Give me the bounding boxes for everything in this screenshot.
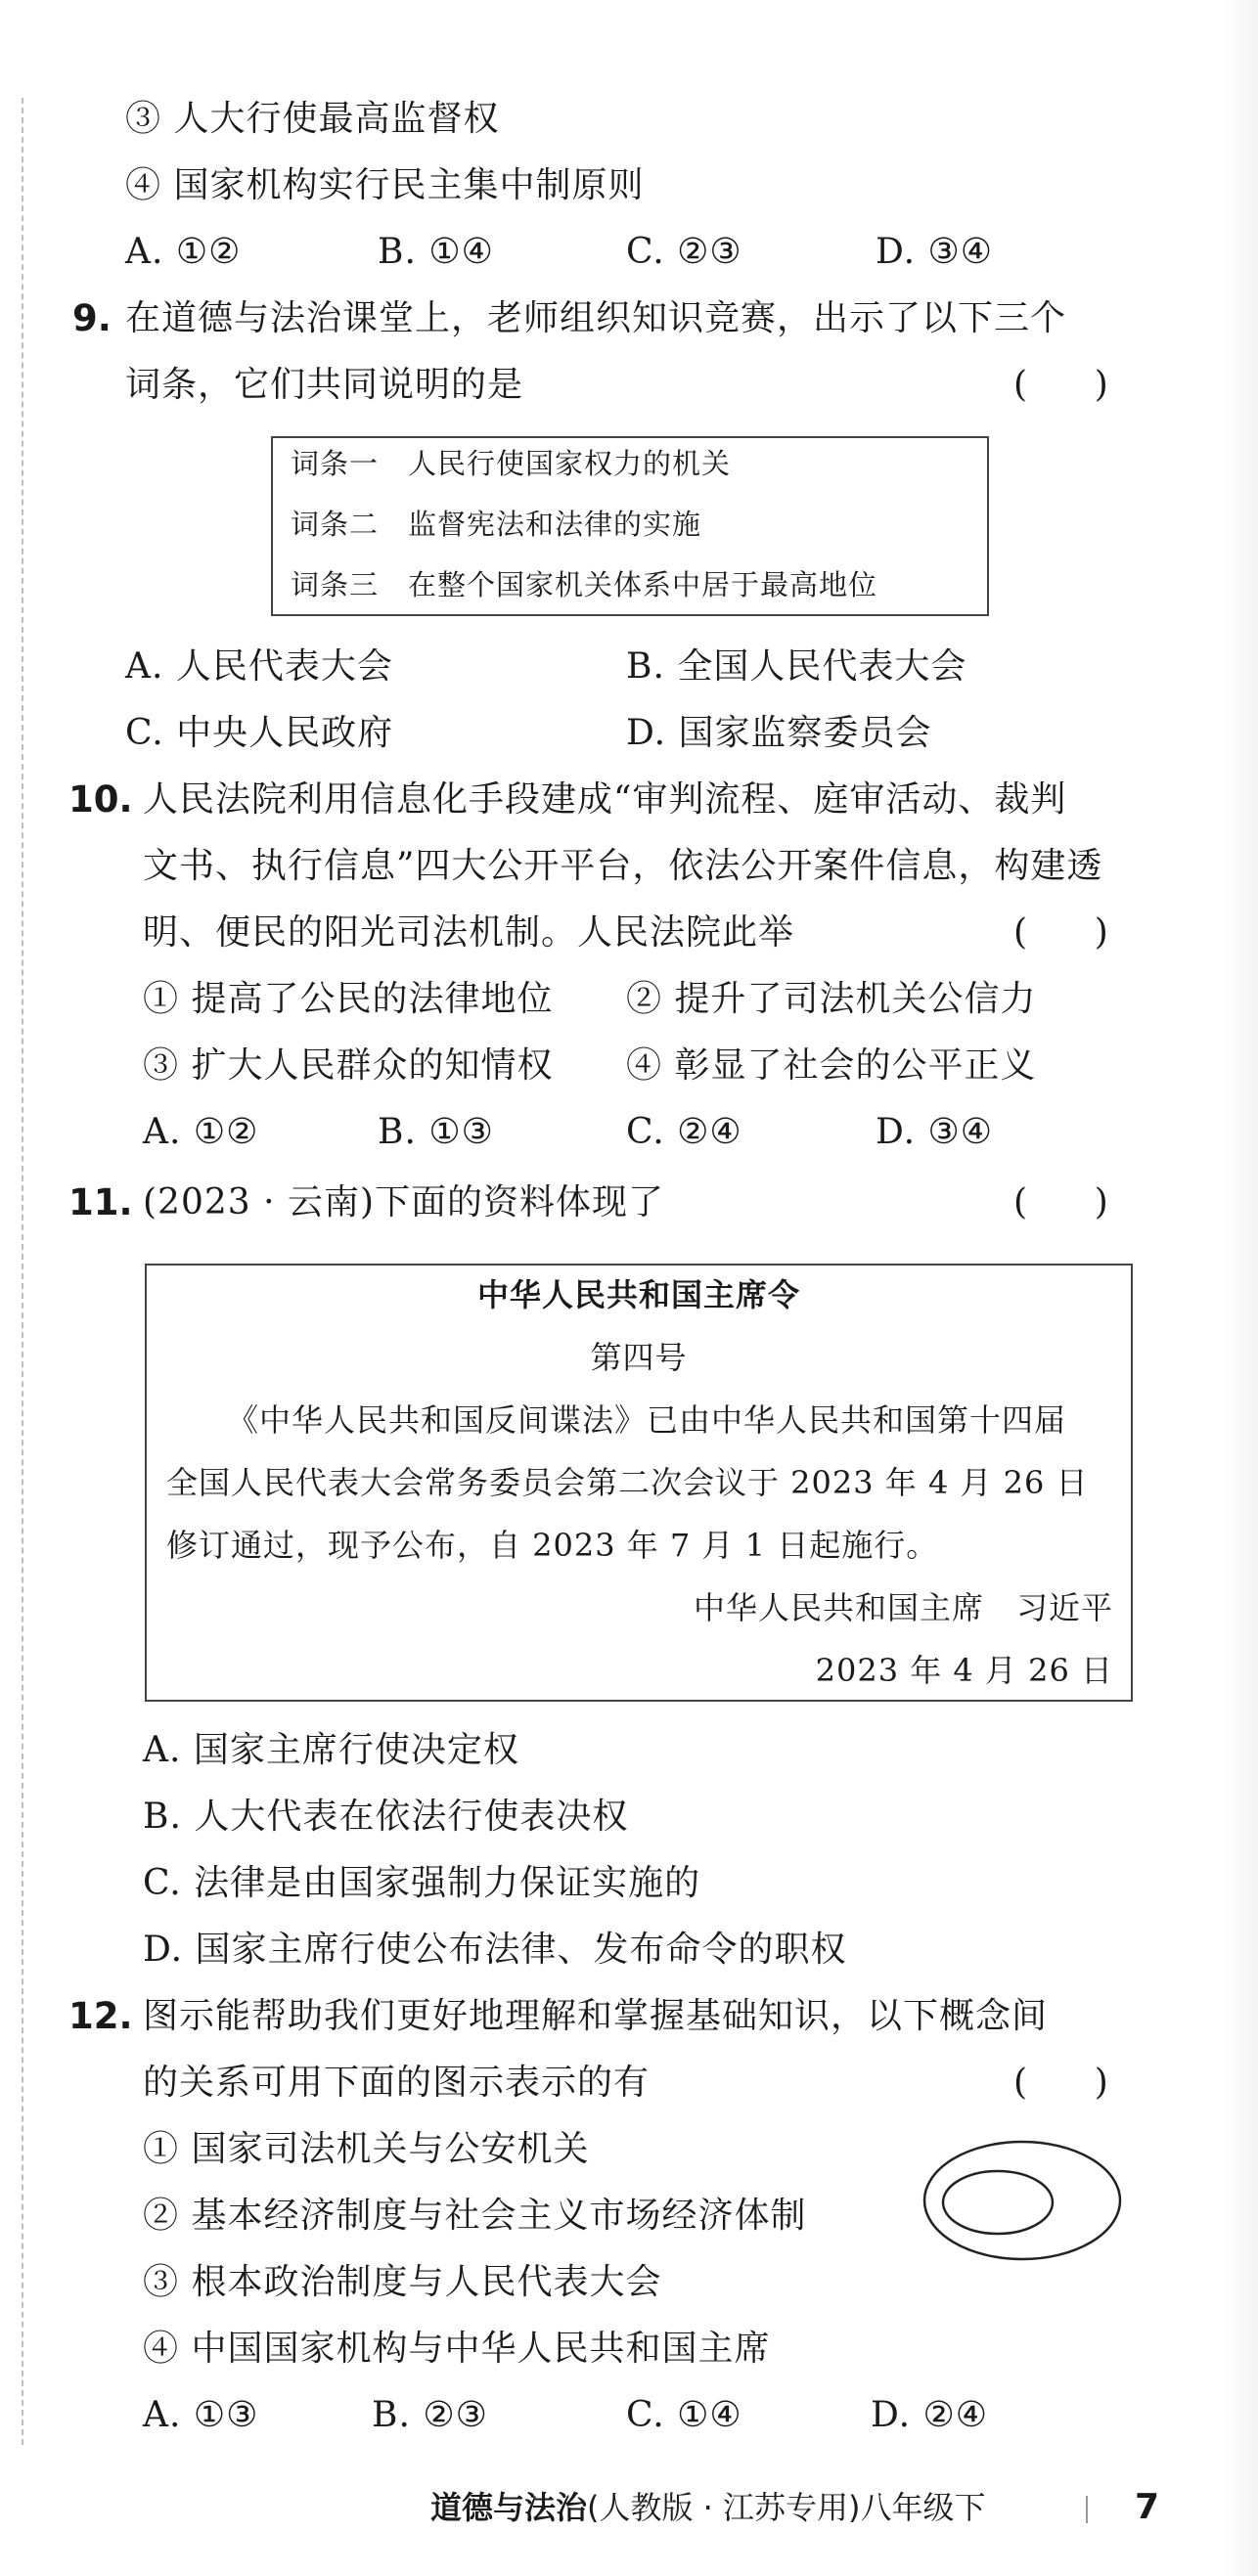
inner-ellipse [943, 2171, 1053, 2234]
q10-item-1: ① 提高了公民的法律地位 [143, 979, 554, 1019]
q12-option-a: A. ①③ [143, 2395, 259, 2435]
decree-text-line-1: 《中华人民共和国反间谍法》已由中华人民共和国第十四届 [227, 1401, 1067, 1439]
q12-option-d: D. ②④ [871, 2395, 989, 2435]
nested-ellipse-diagram [920, 2132, 1125, 2269]
decree-text-line-2: 全国人民代表大会常务委员会第二次会议于 2023 年 4 月 26 日 [166, 1464, 1089, 1501]
q10-stem-line-2: 文书、执行信息”四大公开平台，依法公开案件信息，构建透 [143, 846, 1103, 886]
q8-option-a: A. ①② [125, 232, 242, 272]
footer-divider [1086, 2496, 1088, 2523]
q9-entry-1: 词条一 人民行使国家权力的机关 [291, 447, 732, 480]
q11-answer-bracket: ( ) [1013, 1182, 1108, 1222]
q8-option-c: C. ②③ [626, 232, 742, 272]
footer-subject: 道德与法治 [430, 2489, 588, 2526]
q11-option-a: A. 国家主席行使决定权 [143, 1730, 519, 1770]
decree-number: 第四号 [590, 1339, 688, 1376]
outer-ellipse [924, 2142, 1120, 2259]
q10-number: 10. [68, 778, 133, 821]
q11-option-c: C. 法律是由国家强制力保证实施的 [143, 1863, 701, 1903]
q10-option-c: C. ②④ [626, 1112, 742, 1152]
decree-signature: 中华人民共和国主席 习近平 [693, 1589, 1113, 1626]
q10-option-b: B. ①③ [378, 1112, 494, 1152]
q10-stem-line-3: 明、便民的阳光司法机制。人民法院此举 [143, 912, 795, 953]
q8-option-d: D. ③④ [876, 232, 994, 272]
q9-option-b: B. 全国人民代表大会 [626, 646, 967, 687]
page-fold-line [22, 98, 23, 2445]
q10-item-4: ④ 彰显了社会的公平正义 [626, 1045, 1037, 1086]
q8-item-4: ④ 国家机构实行民主集中制原则 [125, 165, 645, 205]
q9-option-c: C. 中央人民政府 [125, 713, 394, 753]
q10-item-2: ② 提升了司法机关公信力 [626, 979, 1037, 1019]
q9-answer-bracket: ( ) [1013, 365, 1108, 405]
q9-option-a: A. 人民代表大会 [125, 646, 393, 687]
page-edge-shadow [1223, 0, 1258, 2576]
decree-text-line-3: 修订通过，现予公布，自 2023 年 7 月 1 日起施行。 [166, 1527, 939, 1564]
q9-stem-line-1: 在道德与法治课堂上，老师组织知识竞赛，出示了以下三个 [125, 298, 1067, 338]
q10-answer-bracket: ( ) [1013, 912, 1108, 953]
q12-item-3: ③ 根本政治制度与人民代表大会 [143, 2262, 662, 2302]
footer-book-info [430, 2484, 986, 2531]
q9-number: 9. [72, 297, 112, 339]
q11-option-b: B. 人大代表在依法行使表决权 [143, 1797, 629, 1837]
page-number: 7 [1135, 2487, 1160, 2527]
q11-number: 11. [68, 1181, 133, 1223]
q10-option-d: D. ③④ [876, 1112, 994, 1152]
q12-item-2: ② 基本经济制度与社会主义市场经济体制 [143, 2196, 807, 2236]
q10-option-a: A. ①② [143, 1112, 259, 1152]
q9-stem-line-2: 词条，它们共同说明的是 [125, 365, 524, 405]
q12-item-1: ① 国家司法机关与公安机关 [143, 2129, 590, 2169]
q9-entry-3: 词条三 在整个国家机关体系中居于最高地位 [291, 568, 878, 601]
decree-title: 中华人民共和国主席令 [476, 1276, 800, 1313]
q11-stem: (2023 · 云南)下面的资料体现了 [143, 1182, 665, 1222]
q9-entry-2: 词条二 监督宪法和法律的实施 [291, 508, 702, 541]
q12-option-c: C. ①④ [626, 2395, 742, 2435]
q8-option-b: B. ①④ [378, 232, 494, 272]
q12-number: 12. [68, 1995, 133, 2037]
q9-option-d: D. 国家监察委员会 [626, 713, 932, 753]
q10-stem-line-1: 人民法院利用信息化手段建成“审判流程、庭审活动、裁判 [143, 779, 1067, 820]
q12-option-b: B. ②③ [372, 2395, 488, 2435]
footer-edition: (人教版 · 江苏专用)八年级下 [587, 2489, 986, 2526]
q8-item-3: ③ 人大行使最高监督权 [125, 99, 500, 139]
q12-stem-line-2: 的关系可用下面的图示表示的有 [143, 2063, 651, 2103]
q10-item-3: ③ 扩大人民群众的知情权 [143, 1045, 554, 1086]
q12-item-4: ④ 中国国家机构与中华人民共和国主席 [143, 2329, 771, 2369]
q11-option-d: D. 国家主席行使公布法律、发布命令的职权 [143, 1930, 847, 1970]
q12-answer-bracket: ( ) [1013, 2063, 1108, 2103]
decree-date: 2023 年 4 月 26 日 [815, 1652, 1113, 1689]
q12-stem-line-1: 图示能帮助我们更好地理解和掌握基础知识，以下概念间 [143, 1996, 1049, 2036]
